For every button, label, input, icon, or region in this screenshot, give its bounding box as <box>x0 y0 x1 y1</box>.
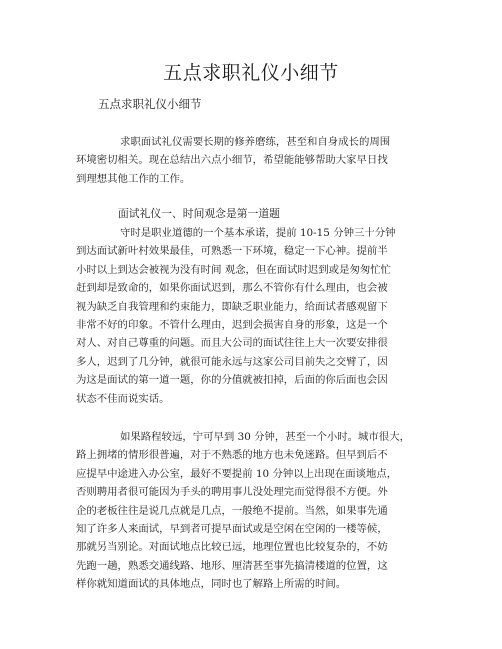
intro-line: 求职面试礼仪需要长期的修养磨练，甚至和自身成长的周围 <box>120 136 391 148</box>
paragraph-line: 那就另当别论。对面试地点比较已远，地理位置也比较复杂的，不妨 <box>76 541 388 554</box>
paragraph-line: 视为缺乏自我管理和约束能力，即缺乏职业能力，给面试者感观留下 <box>76 300 388 313</box>
paragraph-line: 多人，迟到了几分钟，就很可能永远与这家公司目前失之交臂了，因 <box>76 355 388 368</box>
document-subtitle: 五点求职礼仪小细节 <box>98 97 202 111</box>
section-heading: 面试礼仪一、时间观念是第一道题 <box>118 207 280 220</box>
paragraph-line: 否则聘用者很可能因为手头的聘用事儿没处理完而觉得很不方便。外 <box>76 486 388 499</box>
paragraph-line: 应提早中途进入办公室，最好不要提前 10 分钟以上出现在面谈地点， <box>76 467 398 480</box>
paragraph-line: 为这是面试的第一道一题，你的分值就被扣掉，后面的你后面也会因 <box>76 374 388 387</box>
intro-line: 到理想其他工作的工作。 <box>76 172 191 185</box>
paragraph-line: 先跑一趟，熟悉交通线路、地形、厘清甚至事先搞清楼道的位置，这 <box>76 559 388 572</box>
intro-paragraph <box>76 133 428 188</box>
paragraph-line: 守时是职业道德的一个基本承诺，提前 10-15 分钟三十分钟 <box>120 227 396 239</box>
paragraph-line: 非常不好的印象。不管什么理由，迟到会损害自身的形象，这是一个 <box>76 319 388 332</box>
paragraph-line: 赶到却是致命的，如果你面试迟到，那么不管你有什么理由，也会被 <box>76 282 388 295</box>
intro-line: 环境密切相关。现在总结出六点小细节，希望能能够帮助大家早日找 <box>76 154 388 167</box>
section1-paragraph-2 <box>76 428 428 594</box>
paragraph-line: 知了许多人来面试，早到者可提早面试或是空闲在空闲的一楼等候， <box>76 523 388 536</box>
paragraph-line: 企的老板往往是说几点就是几点，一般绝不提前。当然，如果事先通 <box>76 504 388 517</box>
paragraph-line: 路上拥堵的情形很普遍，对于不熟悉的地方也未免迷路。但早到后不 <box>76 449 388 462</box>
document-title: 五点求职礼仪小细节 <box>163 62 339 84</box>
paragraph-line: 小时以上到达会被视为没有时间 观念，但在面试时迟到或是匆匆忙忙 <box>76 263 392 276</box>
paragraph-line: 状态不佳而说实话。 <box>76 392 170 405</box>
section1-paragraph-1 <box>76 224 428 408</box>
paragraph-line: 到达面试新叶村效果最佳，可熟悉一下环境，稳定一下心神。提前半 <box>76 245 388 258</box>
paragraph-line: 样你就知道面试的具体地点，同时也了解路上所需的时间。 <box>76 578 347 591</box>
paragraph-line: 如果路程较远，宁可早到 30 分钟，甚至一个小时。城市很大， <box>120 431 410 443</box>
paragraph-line: 对人、对自己尊重的问题。而且大公司的面试往往上大一次要安排很 <box>76 337 388 350</box>
